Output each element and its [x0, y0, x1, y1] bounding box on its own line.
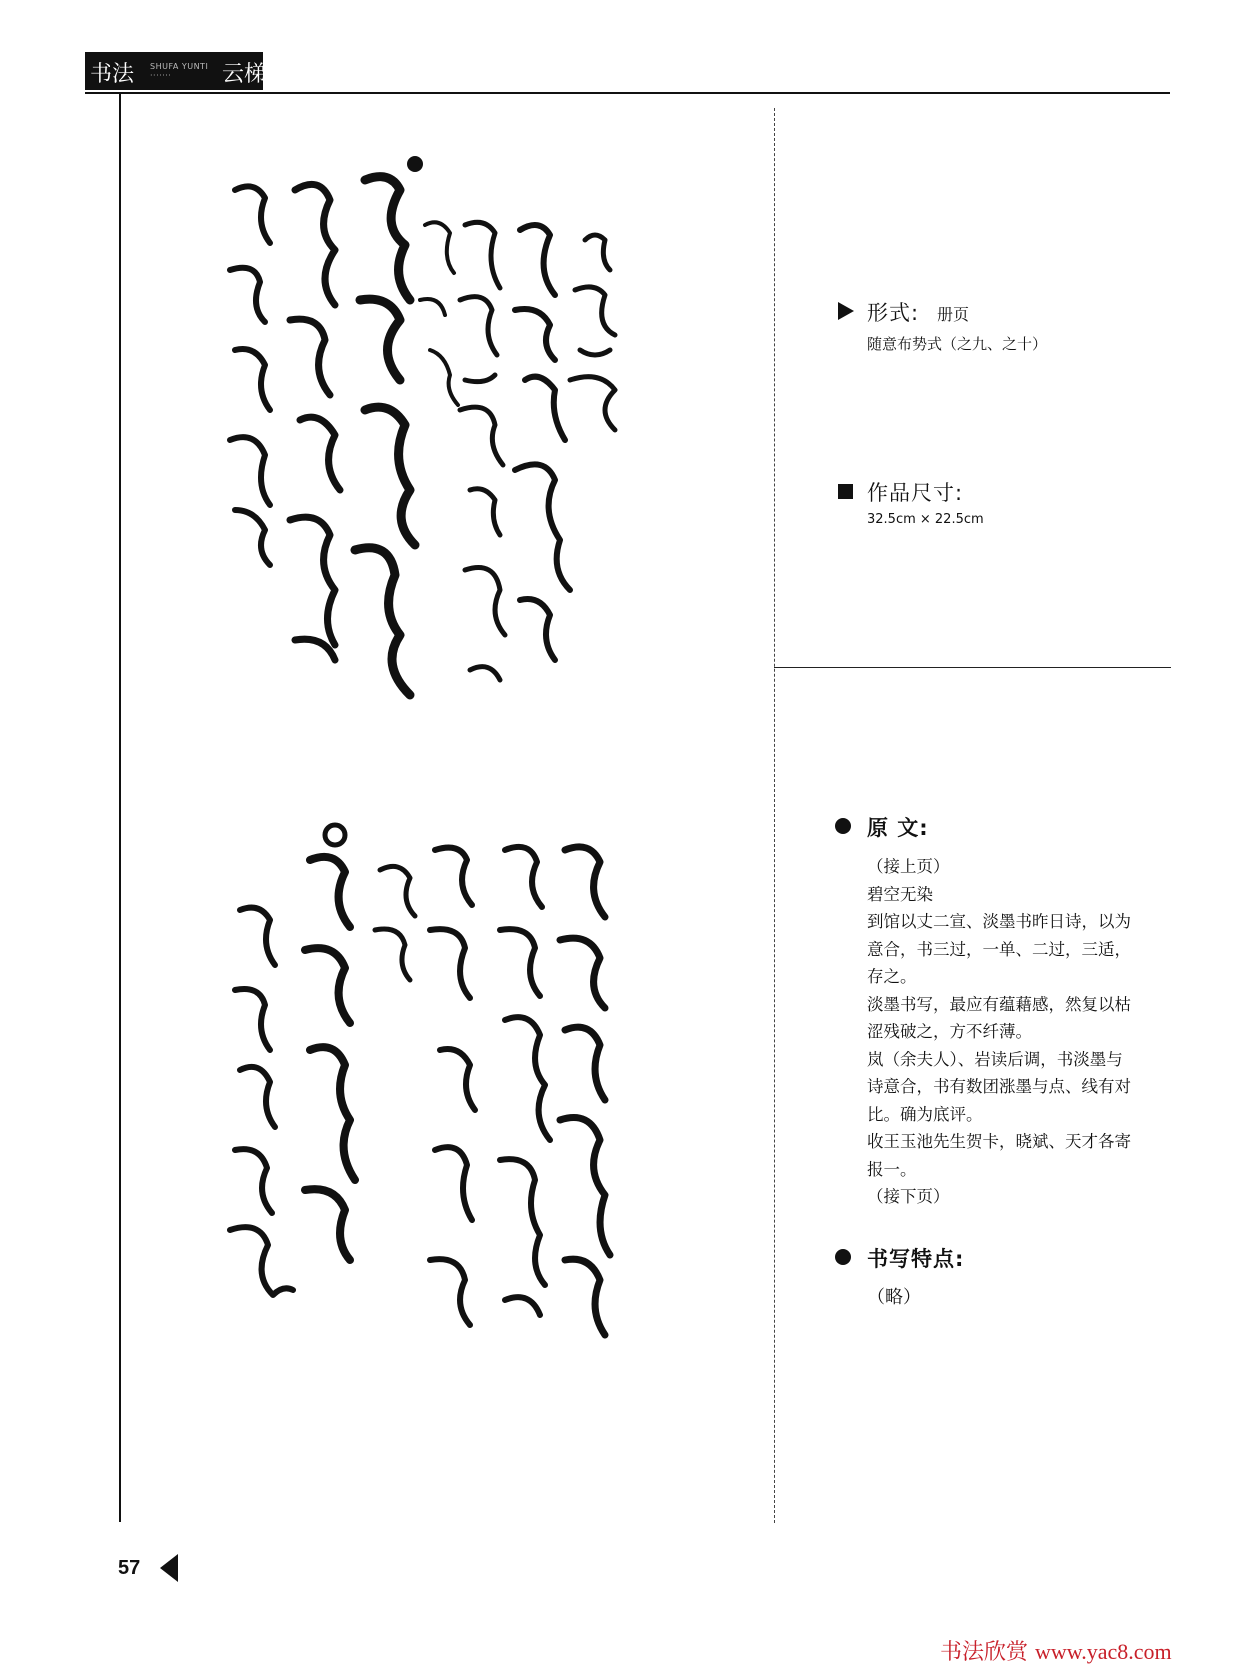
original-paragraph: 碧空无染	[867, 884, 933, 904]
watermark	[940, 1635, 1172, 1666]
square-bullet-icon	[838, 484, 853, 499]
calligraphy-artwork	[215, 150, 755, 1450]
triangle-bullet-icon	[838, 302, 854, 320]
original-text	[867, 853, 1137, 1211]
calligraphy-work-2	[230, 825, 610, 1335]
form-label: 形式:	[867, 301, 920, 325]
watermark-url: www.yac8.com	[1035, 1639, 1172, 1664]
header-subtitle-line: ·······	[150, 71, 172, 80]
watermark-site-name: 书法欣赏	[940, 1640, 1029, 1665]
header-title-right: 云梯	[222, 62, 267, 87]
page-number: 57	[118, 1557, 141, 1579]
original-paragraph: （接下页）	[867, 1187, 950, 1206]
original-paragraph: 岚（余夫人）、岩读后调，书淡墨与诗意合，书有数团涨墨与点、线有对比。确为底评。	[867, 1049, 1131, 1124]
header-rule	[85, 92, 1170, 94]
page-arrow-icon	[160, 1554, 178, 1582]
original-paragraph: 淡墨书写，最应有蕴藉感，然复以枯涩残破之，方不纤薄。	[867, 994, 1131, 1041]
size-value: 32.5cm × 22.5cm	[867, 512, 984, 527]
original-paragraph: （接上页）	[867, 857, 950, 876]
calligraphy-work-1	[230, 156, 615, 695]
form-value: 册页	[937, 305, 970, 324]
section-divider	[774, 667, 1171, 668]
header-subtitle-line: SHUFA YUNTI	[150, 62, 209, 71]
features-value: （略）	[867, 1287, 921, 1308]
form-description: 随意布势式（之九、之十）	[867, 335, 1048, 353]
header-subtitle	[150, 62, 214, 80]
original-paragraph: 到馆以丈二宣、淡墨书昨日诗，以为意合，书三过，一单、二过，三适，存之。	[867, 912, 1131, 986]
size-label: 作品尺寸:	[867, 481, 964, 505]
column-divider	[774, 108, 775, 1523]
header-title-left: 书法	[90, 62, 135, 87]
original-label: 原 文:	[867, 816, 929, 840]
original-paragraph: 收王玉池先生贺卡，晓斌、天才各寄报一。	[867, 1132, 1131, 1179]
dot-bullet-icon	[835, 1249, 851, 1265]
features-label: 书写特点:	[867, 1247, 965, 1271]
left-margin-rule	[119, 92, 121, 1522]
dot-bullet-icon	[835, 818, 851, 834]
